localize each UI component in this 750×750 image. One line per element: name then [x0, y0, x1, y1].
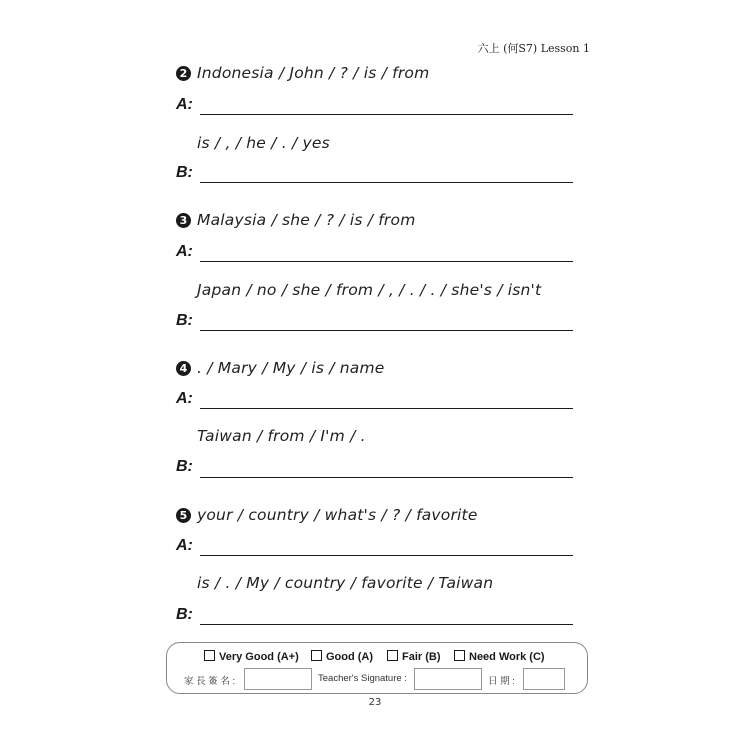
exercise-number-badge: 4 [176, 361, 191, 376]
exercise-2-prompt-a [176, 64, 429, 82]
exercise-2-prompt-b: is / , / he / . / yes [197, 134, 330, 152]
lesson-header: 六上 (何S7) Lesson 1 [477, 42, 590, 55]
speaker-b-label: B: [176, 458, 193, 475]
rating-very-good[interactable]: Very Good (A+) [204, 650, 299, 663]
parent-signature-label: 家 長 簽 名 : [184, 676, 236, 687]
speaker-a-label: A: [176, 390, 193, 407]
speaker-a-label: A: [176, 243, 193, 260]
teacher-signature-field[interactable] [414, 668, 482, 690]
date-label: 日 期 : [488, 676, 515, 687]
answer-line-a[interactable] [200, 114, 573, 115]
exercise-number-badge: 2 [176, 66, 191, 81]
speaker-a-label: A: [176, 96, 193, 113]
scramble-words: Malaysia / she / ? / is / from [197, 211, 416, 229]
rating-need-work[interactable]: Need Work (C) [454, 650, 545, 663]
answer-line-b[interactable] [200, 182, 573, 183]
rating-fair[interactable]: Fair (B) [387, 650, 441, 663]
speaker-a-label: A: [176, 537, 193, 554]
date-field[interactable] [523, 668, 565, 690]
answer-line-b[interactable] [200, 477, 573, 478]
checkbox-icon[interactable] [454, 650, 465, 661]
answer-line-a[interactable] [200, 408, 573, 409]
parent-signature-field[interactable] [244, 668, 312, 690]
scramble-words: . / Mary / My / is / name [197, 359, 385, 377]
answer-line-a[interactable] [200, 261, 573, 262]
speaker-b-label: B: [176, 312, 193, 329]
exercise-5-prompt-a [176, 506, 478, 524]
page-number: 23 [368, 697, 382, 708]
exercise-4-prompt-a [176, 359, 385, 377]
scramble-words: Indonesia / John / ? / is / from [197, 64, 430, 82]
answer-line-a[interactable] [200, 555, 573, 556]
checkbox-icon[interactable] [204, 650, 215, 661]
rating-good[interactable]: Good (A) [311, 650, 373, 663]
speaker-b-label: B: [176, 164, 193, 181]
scramble-words: your / country / what's / ? / favorite [197, 506, 478, 524]
exercise-4-prompt-b: Taiwan / from / I'm / . [197, 427, 366, 445]
exercise-number-badge: 3 [176, 213, 191, 228]
exercise-number-badge: 5 [176, 508, 191, 523]
exercise-3-prompt-b: Japan / no / she / from / , / . / . / she's / isn't [197, 281, 542, 299]
checkbox-icon[interactable] [387, 650, 398, 661]
exercise-3-prompt-a [176, 211, 416, 229]
speaker-b-label: B: [176, 606, 193, 623]
answer-line-b[interactable] [200, 330, 573, 331]
exercise-5-prompt-b: is / . / My / country / favorite / Taiwan [197, 574, 494, 592]
teacher-signature-label: Teacher's Signature : [318, 673, 407, 684]
answer-line-b[interactable] [200, 624, 573, 625]
checkbox-icon[interactable] [311, 650, 322, 661]
